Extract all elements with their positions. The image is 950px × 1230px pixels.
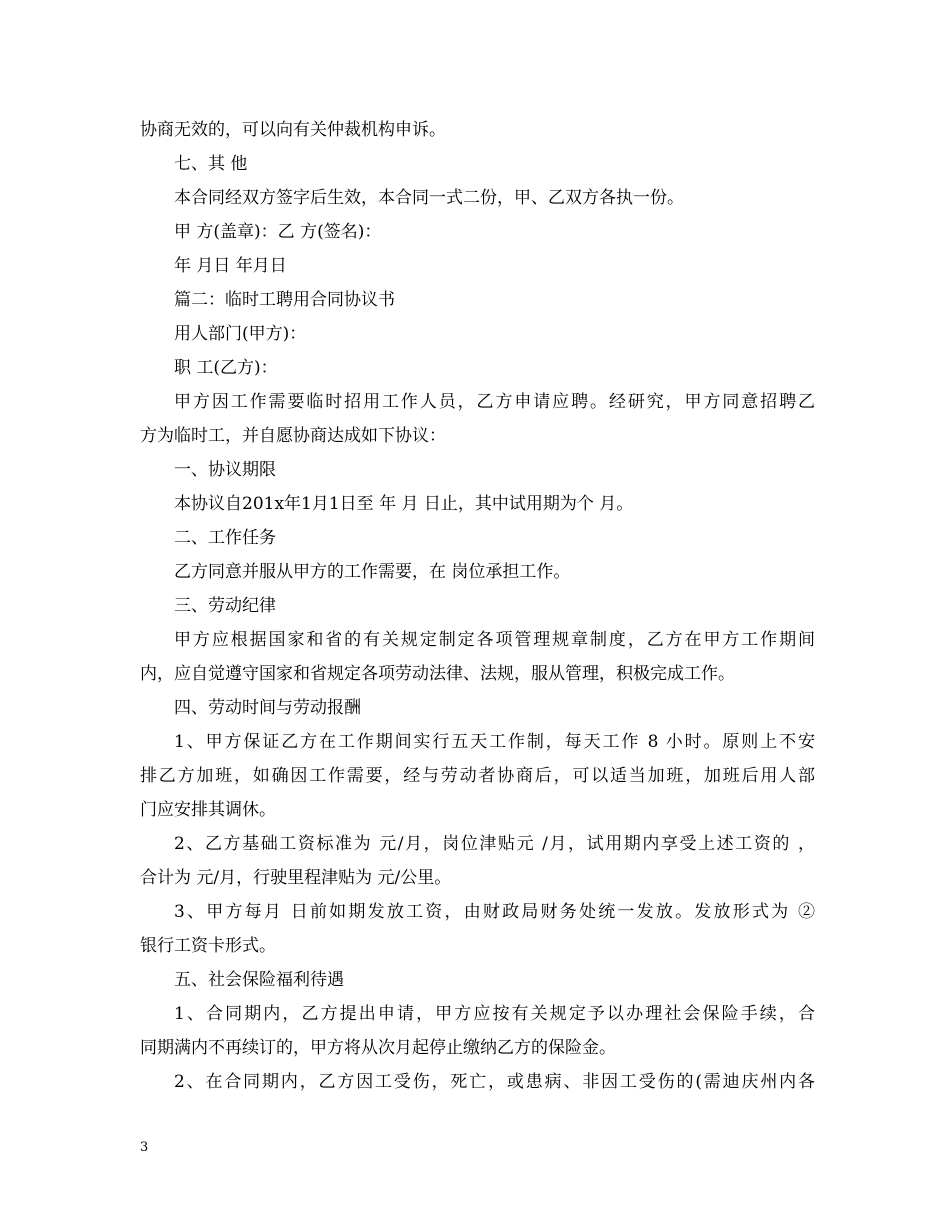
text-line: 篇二：临时工聘用合同协议书: [174, 290, 395, 310]
text-line: 用人部门(甲方)：: [174, 324, 307, 344]
text-line: 3、甲方每月 日前如期发放工资，由财政局财务处统一发放。发放形式为 ②: [174, 902, 815, 922]
text-line: 二、工作任务: [174, 528, 276, 548]
text-line: 乙方同意并服从甲方的工作需要，在 岗位承担工作。: [174, 562, 571, 582]
text-line: 本合同经双方签字后生效，本合同一式二份，甲、乙双方各执一份。: [174, 188, 684, 208]
text-line: 甲方应根据国家和省的有关规定制定各项管理规章制度，乙方在甲方工作期间: [174, 630, 815, 650]
text-line: 1、甲方保证乙方在工作期间实行五天工作制，每天工作 8 小时。原则上不安: [174, 732, 815, 752]
text-line: 方为临时工，并自愿协商达成如下协议：: [140, 426, 446, 446]
page-number: 3: [140, 1140, 149, 1155]
text-line: 一、协议期限: [174, 460, 276, 480]
text-line: 甲 方(盖章)：乙 方(签名)：: [174, 222, 382, 242]
document-body: [140, 113, 815, 1099]
text-line: 三、劳动纪律: [174, 596, 276, 616]
text-line: 四、劳动时间与劳动报酬: [174, 698, 361, 718]
text-line: 五、社会保险福利待遇: [174, 970, 344, 990]
text-line: 甲方因工作需要临时招用工作人员，乙方申请应聘。经研究，甲方同意招聘乙: [174, 392, 815, 412]
text-line: 门应安排其调休。: [140, 800, 276, 820]
text-line: 职 工(乙方)：: [174, 358, 278, 378]
text-line: 内，应自觉遵守国家和省规定各项劳动法律、法规，服从管理，积极完成工作。: [140, 664, 735, 684]
text-line: 2、乙方基础工资标准为 元/月，岗位津贴元 /月，试用期内享受上述工资的 ，: [174, 834, 815, 854]
text-line: 2、在合同期内，乙方因工受伤，死亡，或患病、非因工受伤的(需迪庆州内各: [174, 1072, 815, 1092]
text-line: 七、其 他: [174, 154, 248, 174]
text-line: 1、合同期内，乙方提出申请，甲方应按有关规定予以办理社会保险手续，合: [174, 1004, 815, 1024]
text-line: 同期满内不再续订的，甲方将从次月起停止缴纳乙方的保险金。: [140, 1038, 616, 1058]
text-line: 合计为 元/月，行驶里程津贴为 元/公里。: [140, 868, 452, 888]
text-line: 协商无效的，可以向有关仲裁机构申诉。: [140, 120, 446, 140]
text-line: 银行工资卡形式。: [140, 936, 276, 956]
text-line: 排乙方加班，如确因工作需要，经与劳动者协商后，可以适当加班，加班后用人部: [140, 766, 815, 786]
text-line: 年 月日 年月日: [174, 256, 287, 276]
text-line: 本协议自201x年1月1日至 年 月 日止，其中试用期为个 月。: [174, 494, 634, 514]
